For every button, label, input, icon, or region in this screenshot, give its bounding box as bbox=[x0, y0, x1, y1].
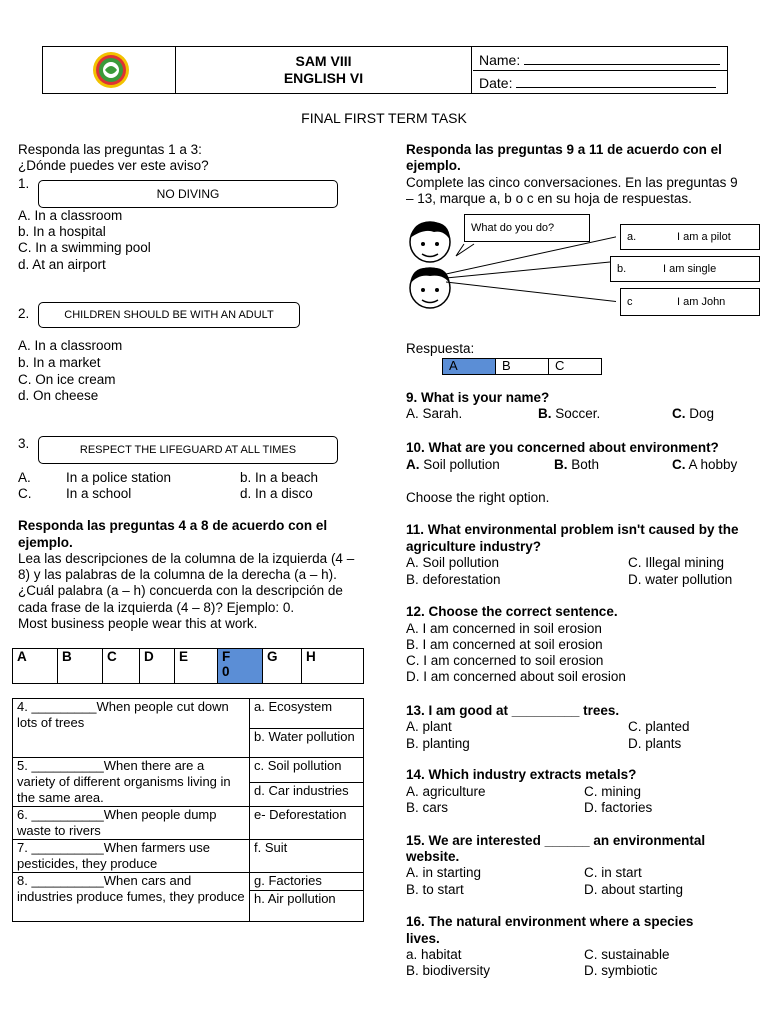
letter-cell-a[interactable]: A bbox=[13, 649, 58, 684]
section2-title-1: Responda las preguntas 4 a 8 de acuerdo con el bbox=[18, 518, 328, 533]
answer-cell-b[interactable]: B bbox=[496, 359, 549, 375]
q2-number: 2. bbox=[18, 306, 30, 321]
page-title: FINAL FIRST TERM TASK bbox=[301, 110, 467, 126]
q10-option-c-letter: C. bbox=[672, 457, 686, 472]
option-a-box[interactable] bbox=[620, 224, 760, 250]
option-a-text: I am a pilot bbox=[677, 231, 731, 243]
date-field[interactable] bbox=[516, 73, 716, 88]
q9-option-c-text: Dog bbox=[685, 406, 715, 421]
match-option-h: h. Air pollution bbox=[250, 891, 364, 922]
q16-title-2: lives. bbox=[406, 931, 440, 946]
q13-option-d[interactable]: D. plants bbox=[628, 736, 682, 751]
q15-option-c[interactable]: C. in start bbox=[584, 865, 642, 880]
subject-name: ENGLISH VI bbox=[283, 70, 364, 86]
q15-option-b[interactable]: B. to start bbox=[406, 882, 464, 897]
section2-text-1: Lea las descripciones de la columna de la izquierda (4 – bbox=[18, 551, 355, 566]
q15-option-d[interactable]: D. about starting bbox=[584, 882, 684, 897]
right-section-title-1: Responda las preguntas 9 a 11 de acuerdo con el bbox=[406, 142, 722, 157]
q9-option-c-letter: C. bbox=[672, 406, 686, 421]
q11-option-c[interactable]: C. Illegal mining bbox=[628, 555, 725, 570]
q3-sign bbox=[38, 436, 338, 464]
q16-option-c[interactable]: C. sustainable bbox=[584, 947, 670, 962]
letter-f: F bbox=[222, 649, 231, 664]
q10-title: 10. What are you concerned about environment? bbox=[406, 440, 719, 455]
letter-cell-h[interactable]: H bbox=[302, 649, 364, 684]
q3-sign-text: RESPECT THE LIFEGUARD AT ALL TIMES bbox=[79, 444, 297, 456]
q1-number: 1. bbox=[18, 176, 30, 191]
q1-option-d[interactable]: d. At an airport bbox=[18, 257, 106, 272]
q10-option-b-letter: B. bbox=[554, 457, 568, 472]
q10-option-c-text: A hobby bbox=[685, 457, 738, 472]
q1-sign-text: NO DIVING bbox=[156, 187, 220, 201]
letter-cell-d[interactable]: D bbox=[140, 649, 175, 684]
section2-text-3: ¿Cuál palabra (a – h) concuerda con la descripción de bbox=[18, 583, 343, 598]
letter-cell-b[interactable]: B bbox=[58, 649, 103, 684]
right-section-text-1: Complete las cinco conversaciones. En las preguntas 9 bbox=[406, 175, 738, 190]
q10-option-a-text: Soil pollution bbox=[419, 457, 500, 472]
school-code: SAM VIII bbox=[295, 53, 352, 69]
q10-option-a-letter: A. bbox=[406, 457, 420, 472]
option-b-letter: b. bbox=[617, 263, 627, 275]
q2-option-a[interactable]: A. In a classroom bbox=[18, 338, 123, 353]
q3-number: 3. bbox=[18, 436, 30, 451]
q2-option-b[interactable]: b. In a market bbox=[18, 355, 101, 370]
q3-option-c[interactable]: In a school bbox=[66, 486, 132, 501]
option-a-letter: a. bbox=[627, 231, 637, 243]
q16-option-b[interactable]: B. biodiversity bbox=[406, 963, 491, 978]
date-cell bbox=[473, 70, 727, 93]
q2-option-c[interactable]: C. On ice cream bbox=[18, 372, 116, 387]
name-label: Name: bbox=[479, 52, 521, 68]
q1-option-c[interactable]: C. In a swimming pool bbox=[18, 240, 151, 255]
intro-line-2: ¿Dónde puedes ver este aviso? bbox=[18, 158, 209, 173]
q14-option-d[interactable]: D. factories bbox=[584, 800, 653, 815]
matching-table bbox=[12, 698, 364, 922]
q13-option-b[interactable]: B. planting bbox=[406, 736, 470, 751]
respuesta-label: Respuesta: bbox=[406, 341, 475, 356]
choose-instruction: Choose the right option. bbox=[406, 490, 550, 505]
q9-option-b[interactable] bbox=[538, 406, 600, 421]
date-label: Date: bbox=[479, 75, 513, 91]
q15-title-1: 15. We are interested ______ an environmental bbox=[406, 833, 706, 848]
course-cell bbox=[176, 47, 472, 93]
q2-sign-text: CHILDREN SHOULD BE WITH AN ADULT bbox=[64, 309, 274, 321]
section2-text-2: 8) y las palabras de la columna de la derecha (a – h). bbox=[18, 567, 337, 582]
q12-title: 12. Choose the correct sentence. bbox=[406, 604, 618, 619]
option-b-box[interactable] bbox=[610, 256, 760, 282]
q10-option-b[interactable] bbox=[554, 457, 599, 472]
q9-option-c[interactable] bbox=[672, 406, 714, 421]
q10-option-a[interactable] bbox=[406, 457, 500, 472]
q9-option-b-text: Soccer. bbox=[551, 406, 601, 421]
match-option-e: e- Deforestation bbox=[250, 807, 364, 840]
right-section-title-2: ejemplo. bbox=[406, 158, 461, 173]
q13-option-c[interactable]: C. planted bbox=[628, 719, 690, 734]
q13-option-a[interactable]: A. plant bbox=[406, 719, 452, 734]
q12-option-c[interactable]: C. I am concerned to soil erosion bbox=[406, 653, 604, 668]
q11-title-2: agriculture industry? bbox=[406, 539, 542, 554]
letters-grid bbox=[12, 648, 364, 684]
header-table bbox=[42, 46, 728, 94]
q16-option-a[interactable]: a. habitat bbox=[406, 947, 462, 962]
right-section-text-2: – 13, marque a, b o c en su hoja de respuestas. bbox=[406, 191, 692, 206]
q12-option-d[interactable]: D. I am concerned about soil erosion bbox=[406, 669, 626, 684]
q12-option-b[interactable]: B. I am concerned at soil erosion bbox=[406, 637, 603, 652]
q9-title: 9. What is your name? bbox=[406, 390, 550, 405]
q14-option-a[interactable]: A. agriculture bbox=[406, 784, 486, 799]
match-row-7-left: 7. __________When farmers use pesticides, they produce bbox=[13, 840, 250, 873]
q14-title: 14. Which industry extracts metals? bbox=[406, 767, 637, 782]
q1-option-b[interactable]: b. In a hospital bbox=[18, 224, 106, 239]
q15-option-a[interactable]: A. in starting bbox=[406, 865, 482, 880]
option-c-letter: c bbox=[627, 296, 633, 308]
answer-box bbox=[442, 358, 602, 375]
q3-option-a[interactable]: In a police station bbox=[66, 470, 172, 485]
match-option-g: g. Factories bbox=[250, 873, 364, 891]
match-option-f: f. Suit bbox=[250, 840, 364, 873]
q16-title-1: 16. The natural environment where a species bbox=[406, 914, 694, 929]
q15-title-2: website. bbox=[406, 849, 460, 864]
match-option-d: d. Car industries bbox=[250, 782, 364, 807]
q14-option-b[interactable]: B. cars bbox=[406, 800, 449, 815]
section2-text-5: Most business people wear this at work. bbox=[18, 616, 258, 631]
name-field[interactable] bbox=[524, 50, 720, 65]
q9-option-a[interactable]: A. Sarah. bbox=[406, 406, 463, 421]
answer-cell-a[interactable]: A bbox=[443, 359, 496, 375]
q2-option-d[interactable]: d. On cheese bbox=[18, 388, 99, 403]
q11-option-a[interactable]: A. Soil pollution bbox=[406, 555, 500, 570]
q11-option-b[interactable]: B. deforestation bbox=[406, 572, 501, 587]
q11-title-1: 11. What environmental problem isn't caused by the bbox=[406, 522, 739, 537]
answer-cell-c[interactable]: C bbox=[549, 359, 602, 375]
q1-sign bbox=[38, 180, 338, 208]
letter-cell-e[interactable]: E bbox=[175, 649, 218, 684]
q11-option-d[interactable]: D. water pollution bbox=[628, 572, 733, 587]
match-option-b: b. Water pollution bbox=[250, 728, 364, 758]
match-row-6-left: 6. __________When people dump waste to rivers bbox=[13, 807, 250, 840]
q3-option-b[interactable]: b. In a beach bbox=[240, 470, 319, 485]
q3-option-c-letter: C. bbox=[18, 486, 32, 501]
match-option-a: a. Ecosystem bbox=[250, 699, 364, 729]
intro-line-1: Responda las preguntas 1 a 3: bbox=[18, 142, 202, 157]
option-c-box[interactable] bbox=[620, 288, 760, 316]
q3-option-d[interactable]: d. In a disco bbox=[240, 486, 313, 501]
q9-option-b-letter: B. bbox=[538, 406, 552, 421]
q10-option-c[interactable] bbox=[672, 457, 737, 472]
q10-option-b-text: Both bbox=[567, 457, 600, 472]
q13-title: 13. I am good at _________ trees. bbox=[406, 703, 620, 718]
q1-option-a[interactable]: A. In a classroom bbox=[18, 208, 123, 223]
q2-sign bbox=[38, 302, 300, 328]
letter-cell-f[interactable] bbox=[218, 649, 263, 684]
letter-f-example: 0 bbox=[222, 664, 230, 679]
option-b-text: I am single bbox=[663, 263, 717, 275]
letter-cell-c[interactable]: C bbox=[103, 649, 140, 684]
section2-title-2: ejemplo. bbox=[18, 535, 73, 550]
match-row-8-left: 8. __________When cars and industries produce fumes, they produce bbox=[13, 873, 250, 922]
section2-text-4: cada frase de la izquierda (4 – 8)? Ejemplo: 0. bbox=[18, 600, 295, 615]
logo-cell bbox=[43, 47, 176, 93]
q14-option-c[interactable]: C. mining bbox=[584, 784, 642, 799]
school-logo-icon bbox=[91, 50, 131, 90]
match-row-5-left: 5. __________When there are a variety of different organisms living in the same area. bbox=[13, 758, 250, 807]
match-option-c: c. Soil pollution bbox=[250, 758, 364, 783]
speech-bubble-text: What do you do? bbox=[471, 222, 555, 234]
q3-option-a-letter: A. bbox=[18, 470, 31, 485]
name-cell bbox=[473, 47, 727, 71]
callout-lines bbox=[446, 234, 616, 314]
match-row-4-left: 4. _________When people cut down lots of trees bbox=[13, 699, 250, 758]
letter-cell-g[interactable]: G bbox=[263, 649, 302, 684]
q16-option-d[interactable]: D. symbiotic bbox=[584, 963, 658, 978]
q12-option-a[interactable]: A. I am concerned in soil erosion bbox=[406, 621, 602, 636]
option-c-text: I am John bbox=[677, 296, 726, 308]
